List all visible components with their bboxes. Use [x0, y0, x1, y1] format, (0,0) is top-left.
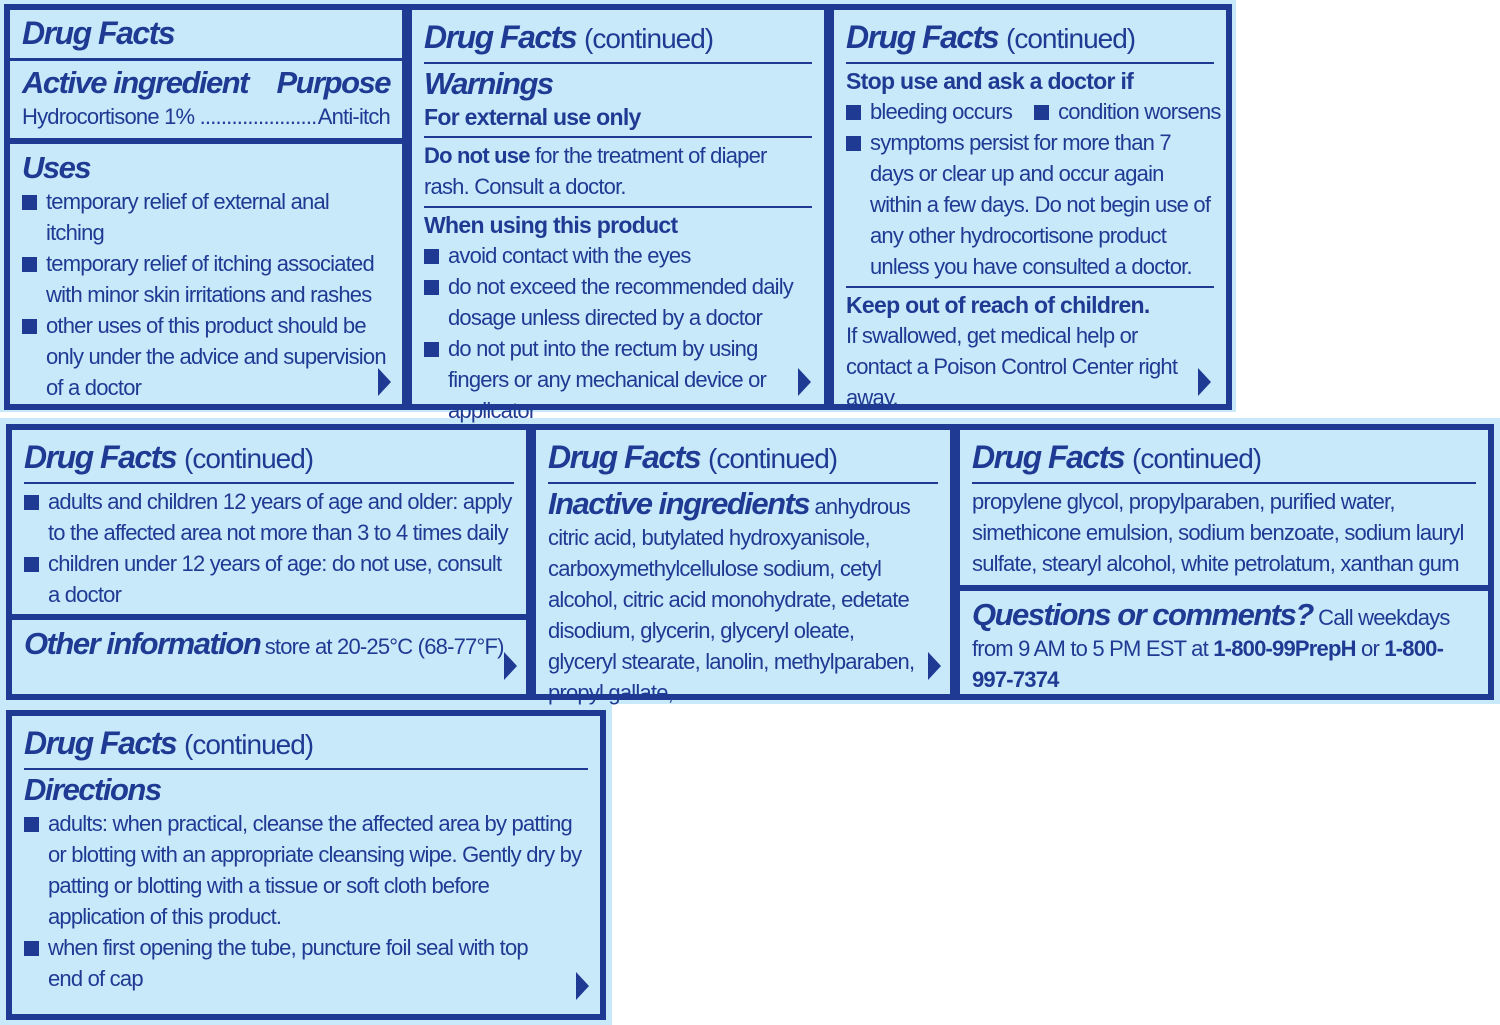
brand-title: Drug Facts: [24, 725, 177, 761]
panel-warnings: [406, 4, 830, 423]
inactive-ingredients-continued: propylene glycol, propylparaben, purified water, simethicone emulsion, sodium benzoate, sodium lauryl sulfate, stearyl alcohol, white petrolatum, xanthan gum: [972, 489, 1464, 576]
panel-directions-continued: [6, 424, 532, 700]
panel-header: [24, 724, 588, 764]
continue-arrow-icon: [378, 368, 391, 396]
brand-title: Drug Facts: [24, 439, 177, 475]
active-purpose-header: [22, 65, 390, 101]
directions-title: Directions: [24, 772, 161, 807]
inactive-ingredients-title: Inactive ingredients: [548, 486, 810, 521]
list-item: children under 12 years of age: do not use, consult a doctor: [24, 548, 514, 610]
brand-title: Drug Facts: [972, 439, 1125, 475]
divider: [424, 62, 812, 64]
phone-number-1: 1-800-99PrepH: [1213, 636, 1356, 661]
panel-header: [424, 18, 812, 58]
uses-title: Uses: [22, 150, 91, 185]
continued-label: (continued): [1006, 23, 1136, 54]
continued-label: (continued): [184, 729, 314, 760]
other-information-title: Other information: [24, 626, 261, 661]
inactive-ingredients-list: anhydrous citric acid, butylated hydroxyanisole, carboxymethylcellulose sodium, cetyl alcohol, citric acid monohydrate, edetate disodium, glycerin, glyceryl oleate, glyceryl stearate, lanolin, methylparaben, propyl gallate,: [548, 494, 915, 705]
stop-use-row: [846, 96, 1221, 127]
continue-arrow-icon: [798, 368, 811, 396]
continue-arrow-icon: [928, 652, 941, 680]
divider: [24, 482, 514, 484]
call-hours: Call weekdays from 9 AM to 5 PM EST at: [972, 605, 1450, 661]
panel-header: [972, 438, 1476, 478]
panel-header: [22, 14, 390, 52]
continued-label: (continued): [584, 23, 714, 54]
brand-title: Drug Facts: [846, 19, 999, 55]
divider: [424, 136, 812, 138]
do-not-use-body: for the treatment of diaper rash. Consult a doctor.: [424, 143, 767, 199]
panel-header: [846, 18, 1214, 58]
continued-label: (continued): [1132, 443, 1262, 474]
purpose-title: Purpose: [276, 65, 390, 100]
panel-inactive-ingredients: [530, 424, 956, 705]
divider: [10, 58, 402, 61]
continue-arrow-icon: [504, 652, 517, 680]
list-item: do not exceed the recommended daily dosage unless directed by a doctor: [424, 271, 812, 333]
inactive-ingredients-text: [548, 486, 938, 708]
list-item: other uses of this product should be only under the advice and supervision of a doctor: [22, 310, 390, 403]
stop-use-title: Stop use and ask a doctor if: [846, 68, 1134, 94]
divider: [424, 206, 812, 208]
continue-arrow-icon: [576, 972, 589, 1000]
brand-title: Drug Facts: [548, 439, 701, 475]
divider: [846, 286, 1214, 288]
active-ingredient-title: Active ingredient: [22, 65, 248, 100]
or-label: or: [1355, 636, 1385, 661]
brand-title: Drug Facts: [424, 19, 577, 55]
list-item: do not put into the rectum by using fingers or any mechanical device or applicator: [424, 333, 812, 426]
ingredient-purpose: Anti-itch: [317, 104, 390, 129]
divider: [24, 768, 588, 770]
divider: [548, 482, 938, 484]
list-item: condition worsens: [1034, 96, 1221, 127]
questions-section: [960, 585, 1488, 695]
divider: [972, 482, 1476, 484]
ingredient-name: Hydrocortisone 1% ......................: [22, 104, 317, 129]
do-not-use-label: Do not use: [424, 143, 530, 168]
keep-out-text: If swallowed, get medical help or contact a Poison Control Center right away.: [846, 323, 1178, 410]
continued-label: (continued): [708, 443, 838, 474]
list-item: symptoms persist for more than 7 days or clear up and occur again within a few days. Do not begin use of any other hydrocortisone product unless you have consulted a doctor.: [846, 127, 1214, 282]
questions-text: [972, 597, 1476, 695]
questions-title: Questions or comments?: [972, 597, 1313, 632]
brand-title: Drug Facts: [22, 15, 175, 51]
warnings-title: Warnings: [424, 66, 553, 101]
panel-active-ingredient-uses: [4, 4, 408, 410]
other-information-text: store at 20-25°C (68-77°F): [264, 634, 504, 659]
divider: [846, 62, 1214, 64]
list-item: when first opening the tube, puncture foil seal with top end of cap: [24, 932, 588, 994]
panel-directions: [6, 710, 606, 1020]
list-item: temporary relief of itching associated with minor skin irritations and rashes: [22, 248, 390, 310]
continue-arrow-icon: [1198, 368, 1211, 396]
do-not-use-text: [424, 140, 812, 202]
list-item: adults: when practical, cleanse the affected area by patting or blotting with an appropriate cleansing wipe. Gently dry by patting or blotting with a tissue or soft cloth before application of this product.: [24, 808, 588, 932]
panel-header: [24, 438, 514, 478]
continued-label: (continued): [184, 443, 314, 474]
panel-stop-use: [828, 4, 1232, 410]
phone-number-2: 1-800-997-7374: [972, 636, 1444, 692]
list-item: temporary relief of external anal itching: [22, 186, 390, 248]
external-use-label: For external use only: [424, 104, 641, 130]
list-item: adults and children 12 years of age and older: apply to the affected area not more than 3 to 4 times daily: [24, 486, 514, 548]
list-item: avoid contact with the eyes: [424, 240, 812, 271]
keep-out-title: Keep out of reach of children.: [846, 292, 1150, 318]
panel-header: [548, 438, 938, 478]
uses-section: [10, 138, 402, 403]
list-item: bleeding occurs: [846, 96, 1012, 127]
other-information-section: [12, 614, 526, 662]
when-using-title: When using this product: [424, 212, 678, 238]
ingredient-row: [22, 101, 390, 132]
panel-questions: [954, 424, 1494, 700]
